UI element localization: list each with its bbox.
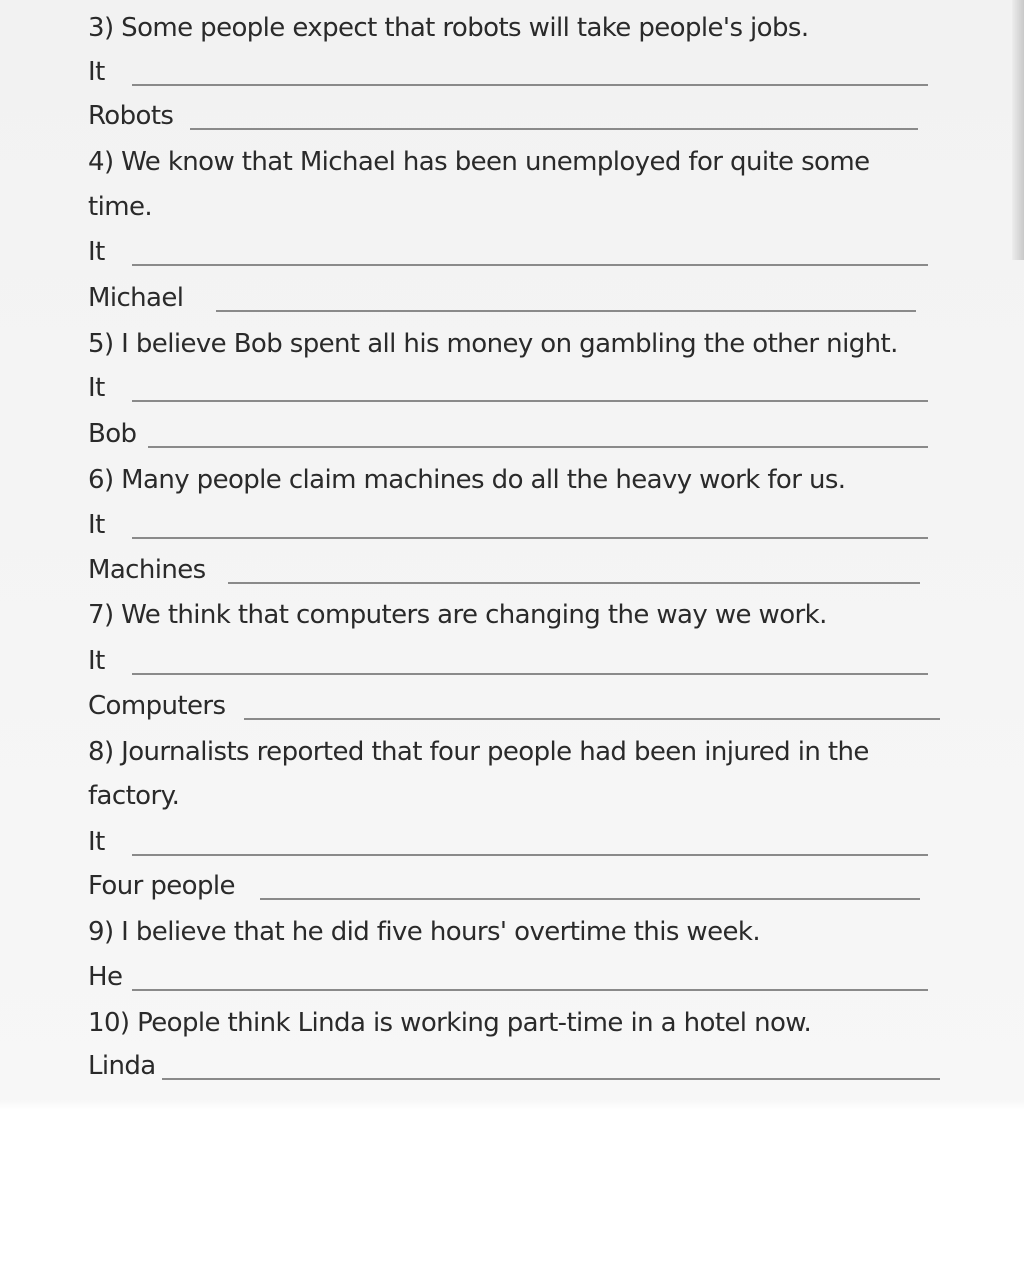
exercise-4-number: 4) [88, 147, 114, 177]
exercise-6-answer-2-label: Machines [88, 555, 206, 585]
exercise-8-number: 8) [88, 737, 114, 767]
exercise-3-answer-1-label: It [88, 57, 105, 87]
exercise-10-prompt [88, 1007, 811, 1039]
exercise-6-number: 6) [88, 465, 114, 495]
exercise-3-number: 3) [88, 13, 114, 43]
exercise-10-answer-1-blank[interactable] [162, 1078, 940, 1080]
exercise-9-answer-1-blank[interactable] [132, 989, 928, 991]
exercise-8-answer-1-label: It [88, 827, 105, 857]
exercise-4-sentence-continued: time. [88, 192, 153, 222]
exercise-3-answer-1-blank[interactable] [132, 84, 928, 86]
exercise-7-answer-1-label: It [88, 646, 105, 676]
exercise-9-prompt [88, 916, 760, 948]
exercise-7-answer-2-blank[interactable] [244, 718, 940, 720]
exercise-7-answer-1-blank[interactable] [132, 673, 928, 675]
exercise-10-number: 10) [88, 1008, 130, 1038]
exercise-6-answer-1-blank[interactable] [132, 537, 928, 539]
exercise-9-sentence: I believe that he did five hours' overtime this week. [121, 917, 761, 947]
exercise-3-answer-2-blank[interactable] [190, 128, 918, 130]
exercise-8-sentence-continued: factory. [88, 781, 180, 811]
exercise-7-answer-2-label: Computers [88, 691, 226, 721]
exercise-8-answer-2-blank[interactable] [260, 898, 920, 900]
exercise-4-answer-2-label: Michael [88, 283, 184, 313]
exercise-5-number: 5) [88, 329, 114, 359]
exercise-8-sentence: Journalists reported that four people had been injured in the [121, 737, 869, 767]
exercise-10-sentence: People think Linda is working part-time in a hotel now. [137, 1008, 812, 1038]
exercise-9-answer-1-label: He [88, 962, 123, 992]
exercise-8-answer-1-blank[interactable] [132, 854, 928, 856]
page-edge-shadow [1012, 0, 1024, 260]
exercise-10-answer-1-label: Linda [88, 1051, 156, 1081]
exercise-8-prompt [88, 736, 869, 768]
exercise-6-sentence: Many people claim machines do all the heavy work for us. [121, 465, 846, 495]
exercise-3-prompt [88, 12, 809, 44]
exercise-4-sentence: We know that Michael has been unemployed for quite some [121, 147, 870, 177]
exercise-6-answer-2-blank[interactable] [228, 582, 920, 584]
exercise-7-sentence: We think that computers are changing the way we work. [121, 600, 827, 630]
exercise-7-number: 7) [88, 600, 114, 630]
exercise-6-prompt [88, 464, 845, 496]
exercise-8-answer-2-label: Four people [88, 871, 235, 901]
exercise-5-answer-2-blank[interactable] [148, 446, 928, 448]
exercise-7-prompt [88, 599, 827, 631]
exercise-5-answer-1-blank[interactable] [132, 400, 928, 402]
exercise-6-answer-1-label: It [88, 510, 105, 540]
exercise-5-answer-1-label: It [88, 373, 105, 403]
exercise-5-prompt [88, 328, 898, 360]
exercise-9-number: 9) [88, 917, 114, 947]
exercise-3-sentence: Some people expect that robots will take people's jobs. [121, 13, 809, 43]
exercise-4-answer-2-blank[interactable] [216, 310, 916, 312]
exercise-3-answer-2-label: Robots [88, 101, 174, 131]
exercise-4-answer-1-label: It [88, 237, 105, 267]
exercise-5-sentence: I believe Bob spent all his money on gambling the other night. [121, 329, 898, 359]
exercise-4-prompt [88, 146, 869, 178]
exercise-5-answer-2-label: Bob [88, 419, 137, 449]
exercise-4-answer-1-blank[interactable] [132, 264, 928, 266]
